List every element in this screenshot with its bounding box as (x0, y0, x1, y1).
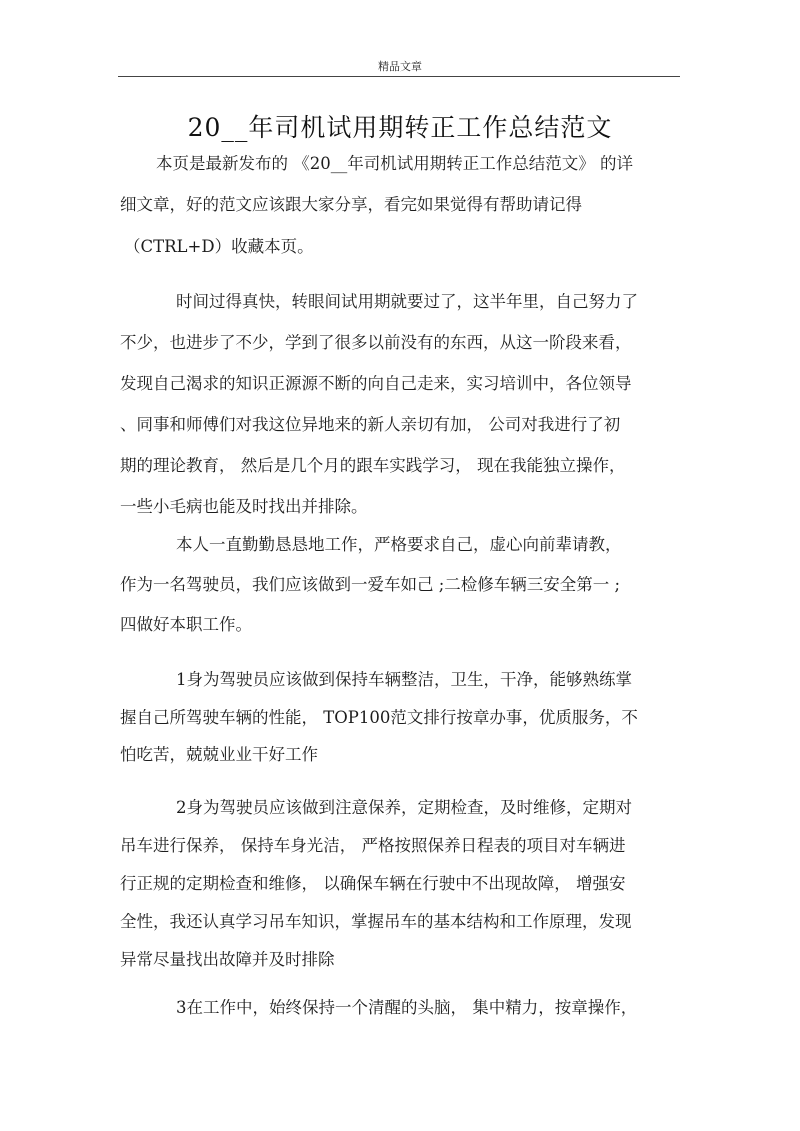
paragraph-line: 3在工作中，始终保持一个清醒的头脑， 集中精力，按章操作， (176, 998, 638, 1017)
paragraph-line: 时间过得真快，转眼间试用期就要过了，这半年里，自己努力了 (176, 292, 638, 311)
paragraph-line: 作为一名驾驶员，我们应该做到一爱车如己 ;二检修车辆三安全第一 ; (120, 575, 621, 594)
paragraph-line: 1身为驾驶员应该做到保持车辆整洁，卫生，干净，能够熟练掌 (176, 670, 632, 689)
intro-line: 细文章，好的范文应该跟大家分享，看完如果觉得有帮助请记得 (120, 195, 582, 214)
header-rule (118, 76, 680, 77)
header-label: 精品文章 (378, 60, 422, 73)
paragraph-line: 期的理论教育， 然后是几个月的跟车实践学习， 现在我能独立操作， (120, 456, 626, 475)
paragraph-line: 行正规的定期检查和维修， 以确保车辆在行驶中不出现故障， 增强安 (120, 874, 626, 893)
paragraph-line: 吊车进行保养， 保持车身光洁， 严格按照保养日程表的项目对车辆进 (120, 836, 626, 855)
intro-line: 本页是最新发布的 《20__年司机试用期转正工作总结范文》 的详 (156, 154, 633, 173)
intro-line: （CTRL+D）收藏本页。 (124, 237, 314, 256)
paragraph-line: 发现自己渴求的知识正源源不断的向自己走来，实习培训中，各位领导 (120, 374, 632, 393)
paragraph-line: 异常尽量找出故障并及时排除 (120, 950, 335, 969)
paragraph-line: 本人一直勤勤恳恳地工作，严格要求自己，虚心向前辈请教， (176, 535, 622, 554)
paragraph-line: 四做好本职工作。 (120, 615, 252, 634)
paragraph-line: 一些小毛病也能及时找出并排除。 (120, 497, 368, 516)
paragraph-line: 不少，也进步了不少，学到了很多以前没有的东西，从这一阶段来看， (120, 333, 632, 352)
paragraph-line: 怕吃苦，兢兢业业干好工作 (120, 745, 318, 764)
paragraph-line: 2身为驾驶员应该做到注意保养，定期检查，及时维修，定期对 (176, 798, 632, 817)
paragraph-line: 握自己所驾驶车辆的性能， TOP100范文排行按章办事，优质服务，不 (120, 708, 638, 727)
document-title: 20__年司机试用期转正工作总结范文 (187, 113, 613, 142)
paragraph-line: 、同事和师傅们对我这位异地来的新人亲切有加， 公司对我进行了初 (120, 415, 621, 434)
paragraph-line: 全性，我还认真学习吊车知识，掌握吊车的基本结构和工作原理，发现 (120, 912, 632, 931)
